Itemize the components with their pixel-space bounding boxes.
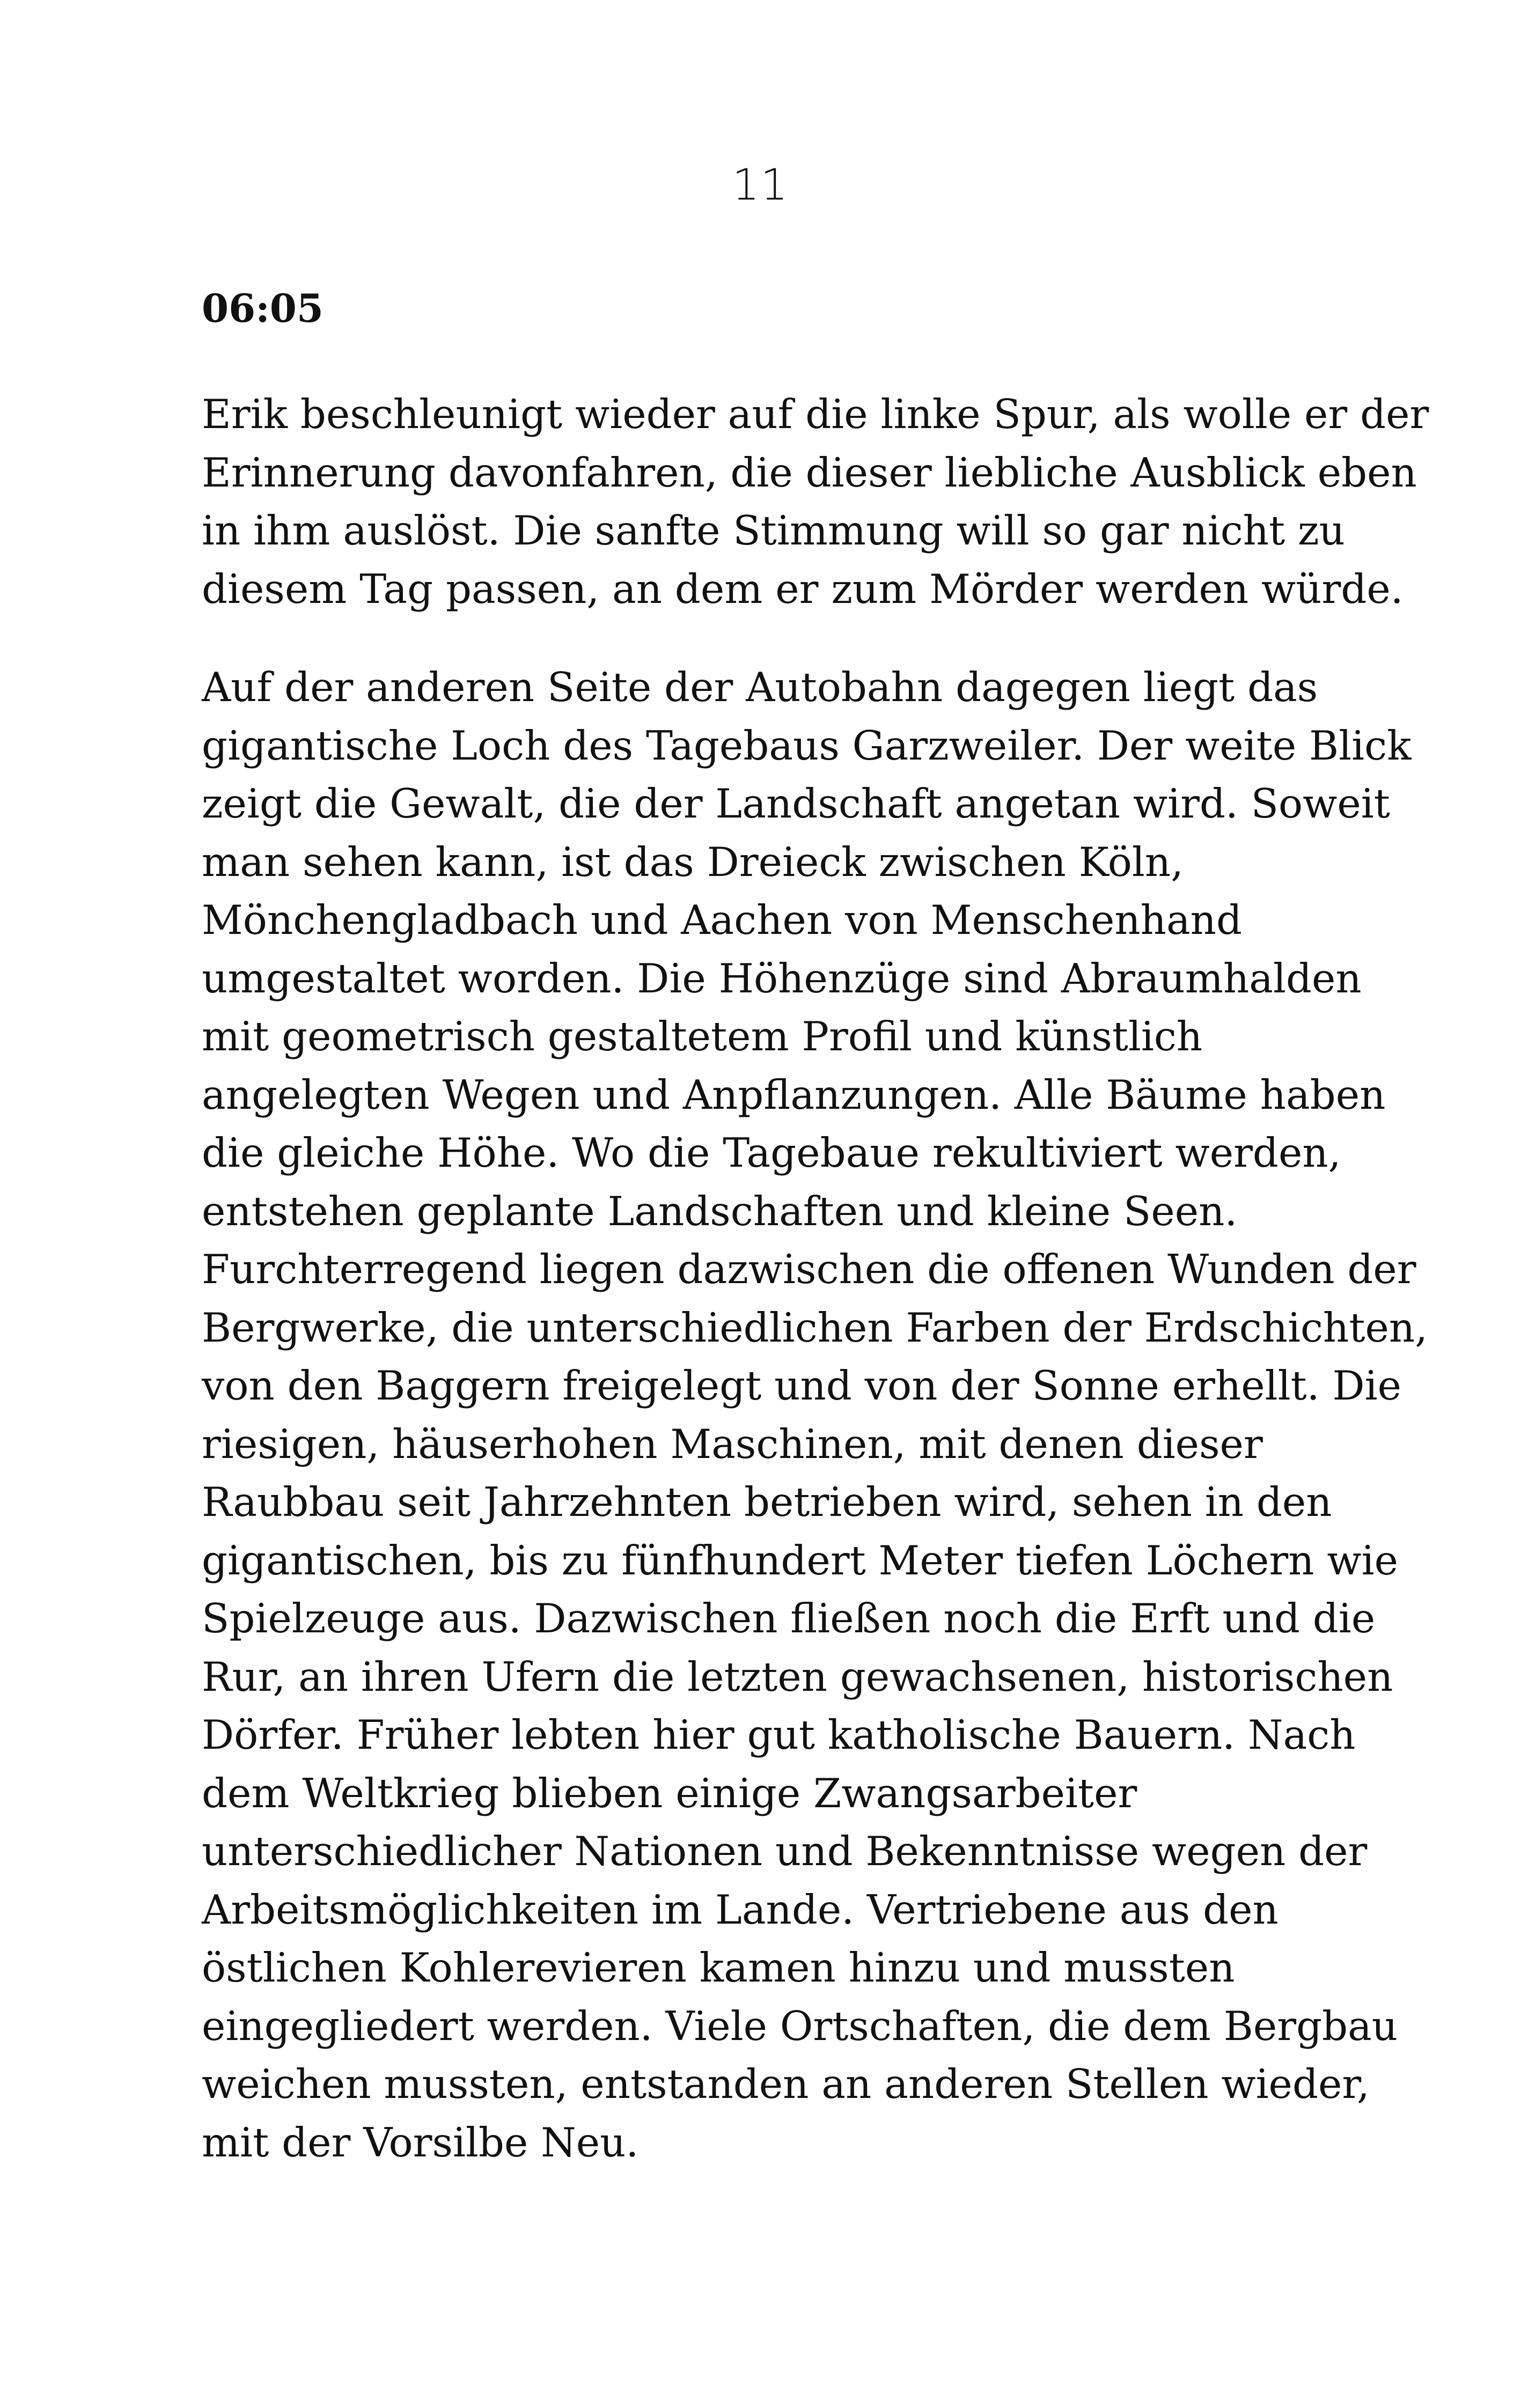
text-line: Furchterregend liegen dazwischen die offenen Wunden der	[202, 1246, 1416, 1293]
text-line: dem Weltkrieg blieben einige Zwangsarbeiter	[202, 1769, 1137, 1817]
text-line: eingegliedert werden. Viele Ortschaften, die dem Bergbau	[202, 2002, 1398, 2050]
text-line: Bergwerke, die unterschiedlichen Farben der Erdschichten,	[202, 1304, 1428, 1351]
text-line: Dörfer. Früher lebten hier gut katholische Bauern. Nach	[202, 1711, 1356, 1758]
text-line: Erik beschleunigt wieder auf die linke Spur, als wolle er der	[202, 391, 1429, 438]
text-line: man sehen kann, ist das Dreieck zwischen Köln,	[202, 838, 1184, 886]
text-line: Spielzeuge aus. Dazwischen fließen noch die Erft und die	[202, 1595, 1376, 1642]
text-line: Raubbau seit Jahrzehnten betrieben wird, sehen in den	[202, 1478, 1332, 1526]
text-line: gigantische Loch des Tagebaus Garzweiler. Der weite Blick	[202, 721, 1412, 769]
text-line: diesem Tag passen, an dem er zum Mörder werden würde.	[202, 565, 1404, 613]
time-heading: 06:05	[202, 285, 324, 331]
text-line: entstehen geplante Landschaften und kleine Seen.	[202, 1187, 1238, 1235]
text-line: unterschiedlicher Nationen und Bekenntnisse wegen der	[202, 1828, 1368, 1875]
page-content	[202, 279, 1429, 2212]
text-line: umgestaltet worden. Die Höhenzüge sind Abraumhalden	[202, 954, 1362, 1002]
text-line: Arbeitsmöglichkeiten im Lande. Vertriebene aus den	[202, 1886, 1278, 1933]
text-line: mit geometrisch gestaltetem Profil und künstlich	[202, 1013, 1203, 1060]
text-line: riesigen, häuserhohen Maschinen, mit denen dieser	[202, 1420, 1263, 1468]
text-line: Erinnerung davonfahren, die dieser liebliche Ausblick eben	[202, 448, 1417, 496]
text-line: Rur, an ihren Ufern die letzten gewachsenen, historischen	[202, 1653, 1393, 1700]
text-line: Mönchengladbach und Aachen von Menschenhand	[202, 896, 1242, 944]
text-line: angelegten Wegen und Anpflanzungen. Alle Bäume haben	[202, 1071, 1386, 1118]
page-number: 11	[732, 160, 789, 210]
text-line: zeigt die Gewalt, die der Landschaft angetan wird. Soweit	[202, 780, 1390, 827]
text-line: Auf der anderen Seite der Autobahn dagegen liegt das	[202, 664, 1318, 711]
text-line: die gleiche Höhe. Wo die Tagebaue rekultiviert werden,	[202, 1129, 1341, 1176]
text-line: gigantischen, bis zu fünfhundert Meter tiefen Löchern wie	[202, 1536, 1398, 1584]
text-line: weichen mussten, entstanden an anderen Stellen wieder,	[202, 2060, 1370, 2108]
paragraph-1	[202, 385, 1429, 618]
text-line: von den Baggern freigelegt und von der Sonne erhellt. Die	[202, 1362, 1401, 1409]
text-line: in ihm auslöst. Die sanfte Stimmung will so gar nicht zu	[202, 507, 1345, 554]
paragraph-2	[202, 658, 1428, 2171]
text-line: östlichen Kohlerevieren kamen hinzu und mussten	[202, 1944, 1235, 1991]
text-line: mit der Vorsilbe Neu.	[202, 2118, 639, 2166]
